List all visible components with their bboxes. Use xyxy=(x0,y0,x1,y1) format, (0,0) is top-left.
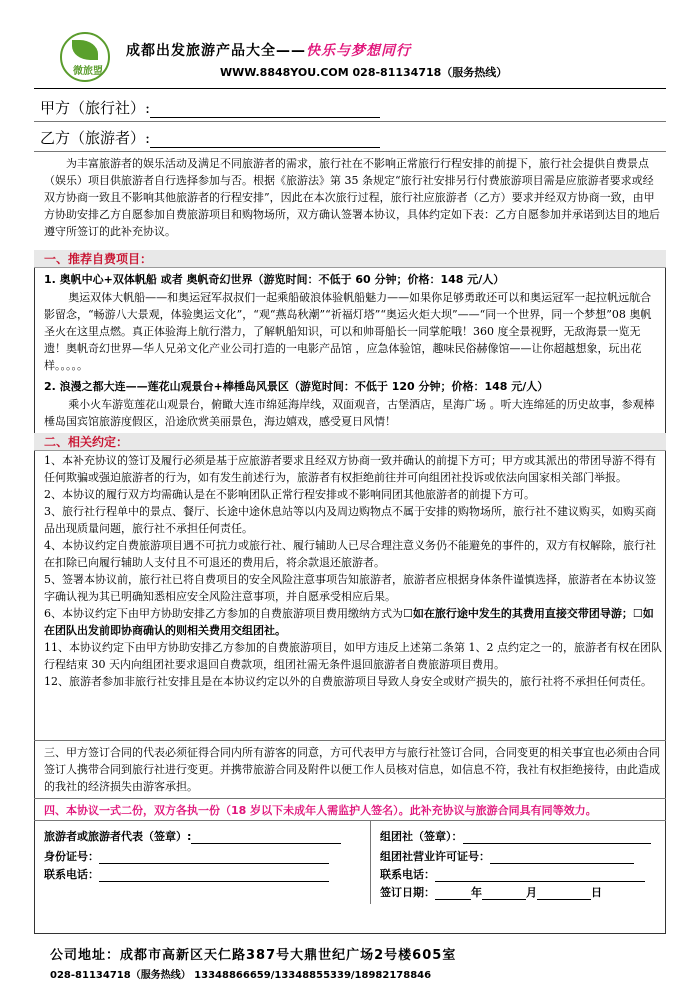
project-1-description: 奥运双体大帆船——和奥运冠军叔叔们一起乘船破浪体验帆船魅力——如果你足够勇敢还可以和奥运冠军一起拉帆远航合影留念，“畅游八大景观，体验奥运文化”，“观“燕岛秋潮”“祈福灯塔”“奥运火炬大坝”——“同一个世界，同一个梦想”08 奥帆圣火在这里点燃。真正体验海上航行潜力，了解帆船知识，可以和帅哥船长一同掌舵哦！360 度全景视野，无敌海景一览无遗！奥帆奇幻世界—华人兄弟文化产业公司打造的一电影产品馆 ，应急体验馆，趣味民俗赫像馆——让你超越想象，玩出花样。。。。。 xyxy=(44,291,652,372)
logo-text: 微旅盟 xyxy=(73,66,103,77)
term-4: 4、本协议约定自费旅游项目遇不可抗力或旅行社、履行辅助人已尽合理注意义务仍不能避免的事件的，双方有权解除，旅行社在扣除已向履行辅助人支付且不可退还的费用后，将余款退还旅游者。 xyxy=(44,539,656,569)
month-unit: 月 xyxy=(526,886,537,899)
organizer-phone-label: 联系电话： xyxy=(380,868,435,881)
representative-signature-field[interactable] xyxy=(191,831,341,844)
section-2-heading: 二、相关约定： xyxy=(44,435,129,449)
clause-4: 四、本协议一式二份，双方各执一份（18 岁以下未成年人需监护人签名）。此补充协议与旅游合同具有同等效力。 xyxy=(44,804,597,817)
date-row xyxy=(380,884,602,900)
section-1-heading: 一、推荐自费项目： xyxy=(44,252,153,266)
divider xyxy=(34,798,666,799)
slogan: 快乐与梦想同行 xyxy=(306,43,411,59)
month-field[interactable] xyxy=(482,887,526,900)
party-b-field[interactable] xyxy=(150,131,380,148)
signature-column-divider xyxy=(370,820,371,904)
company-address: 公司地址：成都市高新区天仁路387号大鼎世纪广场2号楼605室 xyxy=(50,948,457,963)
term-1: 1、本补充协议的签订及履行必须是基于应旅游者要求且经双方协商一致并确认的前提下方可；甲方或其派出的带团导游不得有任何欺骗或强迫旅游者的行为，如有发生前述行为，旅游者有权拒绝前往并可向组团社投诉或依法向国家相关部门举报。 xyxy=(44,454,656,484)
term-2: 2、本协议的履行双方均需确认是在不影响团队正常行程安排或不影响同团其他旅游者的前提下方可。 xyxy=(44,488,535,501)
title-main: 成都出发旅游产品大全—— xyxy=(126,43,306,59)
intro-paragraph: 为丰富旅游者的娱乐活动及满足不同旅游者的需求，旅行社在不影响正常旅行行程安排的前提下，旅行社会提供自费景点（娱乐）项目供旅游者自行选择参加与否。根据《旅游法》第 35 条规定“旅行社安排另行付费旅游项目需是应旅游者要求或经双方协商一致且不影响其他旅游者的行程安排”，因此在本次旅行过程，旅行社应旅游者（乙方）要求并经双方协商一致，由甲方协助安排乙方自愿参加自费旅游项目和购物场所，双方确认签署本协议，具体约定如下表：乙方自愿参加并承诺到达目的地后遵守所签订的此补充协议。 xyxy=(44,157,660,238)
term-6 xyxy=(44,605,662,639)
representative-label: 旅游者或旅游者代表（签章）: xyxy=(44,830,192,843)
document-header xyxy=(60,32,660,92)
divider xyxy=(34,740,666,741)
organizer-label: 组团社（签章）： xyxy=(380,830,463,843)
party-a-field[interactable] xyxy=(150,101,380,118)
section-2-bar xyxy=(34,433,666,451)
payment-option-2[interactable]: ☐如在团队出发前即协商确认的则相关费用交组团社。 xyxy=(44,607,654,637)
project-2-description: 乘小火车游览莲花山观景台，俯瞰大连市绵延海岸线，双面观音，古堡酒店，星海广场 。听大连绵延的历史故事，参观棒棰岛国宾馆旅游度假区，沿途欣赏美丽景色，海边嬉戏，感受夏日风情！ xyxy=(44,398,655,428)
divider xyxy=(34,121,666,122)
representative-sign-row xyxy=(44,828,341,844)
divider xyxy=(34,820,666,821)
project-2-title: 2. 浪漫之都大连——莲花山观景台+棒棰岛风景区（游览时间：不低于 120 分钟；价格：148 元/人） xyxy=(44,380,549,393)
date-label: 签订日期： xyxy=(380,886,435,899)
leaf-icon xyxy=(72,40,98,60)
company-logo xyxy=(60,32,110,82)
year-field[interactable] xyxy=(435,887,471,900)
organizer-phone-field[interactable] xyxy=(435,869,645,882)
term-5: 5、签署本协议前，旅行社已将自费项目的安全风险注意事项告知旅游者，旅游者应根据身体条件谨慎选择，旅游者在本协议签字确认视为其已明确知悉相应安全风险注意事项，并自愿承受相应后果。 xyxy=(44,573,656,603)
clause-3: 三、甲方签订合同的代表必须征得合同内所有游客的同意，方可代表甲方与旅行社签订合同，合同变更的相关事宜也必须由合同签订人携带合同到旅行社进行变更。并携带旅游合同及附件以便工作人员核对信息，如信息不符，我社有权拒绝接待，由此造成的我社的经济损失由游客承担。 xyxy=(44,746,660,793)
header-divider xyxy=(34,88,666,89)
year-unit: 年 xyxy=(471,886,482,899)
day-field[interactable] xyxy=(537,887,591,900)
party-a-label: 甲方（旅行社）: xyxy=(40,99,151,117)
document-title xyxy=(126,40,411,60)
terms-list xyxy=(44,452,662,690)
license-label: 组团社营业许可证号： xyxy=(380,850,490,863)
organizer-sign-row xyxy=(380,828,651,844)
organizer-phone-row xyxy=(380,866,645,882)
license-field[interactable] xyxy=(490,851,634,864)
term-6-prefix: 6、本协议约定下由甲方协助安排乙方参加的自费旅游项目费用缴纳方式为 xyxy=(44,607,403,620)
id-number-label: 身份证号： xyxy=(44,850,99,863)
tourist-phone-row xyxy=(44,866,329,882)
party-b-row xyxy=(40,127,380,148)
id-number-field[interactable] xyxy=(99,851,329,864)
term-12: 12、旅游者参加非旅行社安排且是在本协议约定以外的自费旅游项目导致人身安全或财产损失的，旅行社将不承担任何责任。 xyxy=(44,675,652,688)
project-1-title: 1. 奥帆中心+双体帆船 或者 奥帆奇幻世界（游览时间：不低于 60 分钟；价格：148 元/人） xyxy=(44,273,505,286)
party-b-label: 乙方（旅游者）: xyxy=(40,129,151,147)
day-unit: 日 xyxy=(591,886,602,899)
term-11: 11、本协议约定下由甲方协助安排乙方参加的自费旅游项目，如甲方违反上述第二条第 1、2 点约定之一的，旅游者有权在团队行程结束 30 天内向组团社要求退回自费款项，组团社需无条件退回旅游者自费旅游项目费用。 xyxy=(44,641,662,671)
license-row xyxy=(380,848,634,864)
organizer-signature-field[interactable] xyxy=(463,831,651,844)
term-3: 3、旅行社行程单中的景点、餐厅、长途中途休息站等以内及周边购物点不属于安排的购物场所，旅行社不建议购买，如购买商品出现质量问题，旅行社不承担任何责任。 xyxy=(44,505,656,535)
website-and-hotline: WWW.8848YOU.COM 028-81134718（服务热线） xyxy=(220,66,508,79)
id-number-row xyxy=(44,848,329,864)
payment-option-1[interactable]: ☐如在旅行途中发生的其费用直接交带团导游； xyxy=(403,607,633,620)
tourist-phone-label: 联系电话： xyxy=(44,868,99,881)
company-phones: 028-81134718（服务热线） 13348866659/13348855339/18982178846 xyxy=(50,970,432,981)
party-a-row xyxy=(40,97,380,118)
tourist-phone-field[interactable] xyxy=(99,869,329,882)
divider xyxy=(34,151,666,152)
